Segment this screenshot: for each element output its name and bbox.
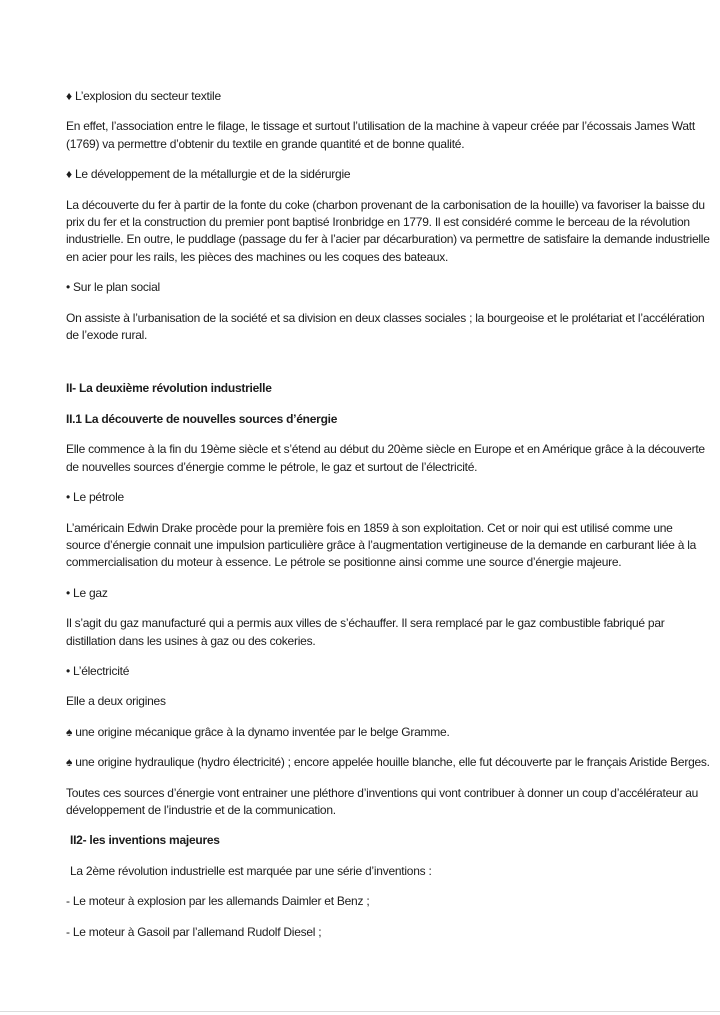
paragraph-textile: En effet, l’association entre le filage, le tissage et surtout l’utilisation de la machine à vapeur créée par l’écossais James Watt (1769) va permettre d’obtenir du textile en grande quantité et de bonne qualité. <box>66 119 695 151</box>
bullet-line-origine-mecanique: ♠ une origine mécanique grâce à la dynamo inventée par le belge Gramme. <box>66 724 450 739</box>
bullet-line-metallurgie: ♦ Le développement de la métallurgie et de la sidérurgie <box>66 167 351 182</box>
document-page <box>66 88 710 954</box>
bullet-line-origine-hydraulique: ♠ une origine hydraulique (hydro électricité) ; encore appelée houille blanche, elle fut découverte par le français Aristide Berges. <box>66 755 710 770</box>
paragraph-deux-origines: Elle a deux origines <box>66 694 166 709</box>
list-item-moteur-explosion: - Le moteur à explosion par les allemands Daimler et Benz ; <box>66 894 370 909</box>
paragraph-19eme-siecle: Elle commence à la fin du 19ème siècle et s’étend au début du 20ème siècle en Europe et en Amérique grâce à la découverte de nouvelles sources d’énergie comme le pétrole, le gaz et surtout de l’électricité. <box>66 442 705 474</box>
list-item-moteur-gasoil: - Le moteur à Gasoil par l’allemand Rudolf Diesel ; <box>66 924 322 939</box>
bullet-line-gaz: • Le gaz <box>66 585 108 600</box>
page-bottom-edge <box>0 1011 720 1012</box>
bullet-line-petrole: • Le pétrole <box>66 490 124 505</box>
bullet-line-electricite: • L’électricité <box>66 663 130 678</box>
paragraph-fer-coke: La découverte du fer à partir de la fonte du coke (charbon provenant de la carbonisation de la houille) va favoriser la baisse du prix du fer et la construction du premier pont baptisé Ironbridge en 1779. Il est considéré comme le berceau de la révolution industrielle. En outre, le puddlage (passage du fer à l’acier par décarburation) va permettre de satisfaire la demande industrielle en acier pour les rails, les pièces des machines ou les coques des bateaux. <box>66 197 710 264</box>
paragraph-gaz-manufacture: Il s’agit du gaz manufacturé qui a permis aux villes de s’échauffer. Il sera remplacé par le gaz combustible fabriqué par distillation dans les usines à gaz ou des cokeries. <box>66 616 665 648</box>
paragraph-urbanisation: On assiste à l’urbanisation de la société et sa division en deux classes sociales ; la bourgeoise et le prolétariat et l’accélération de l’exode rural. <box>66 310 705 343</box>
section-heading-deuxieme-revolution: II- La deuxième révolution industrielle <box>66 381 272 396</box>
bullet-line-textile: ♦ L’explosion du secteur textile <box>66 89 221 103</box>
bullet-line-plan-social: • Sur le plan social <box>66 280 160 295</box>
paragraph-edwin-drake: L’américain Edwin Drake procède pour la première fois en 1859 à son exploitation. Cet or noir qui est utilisé comme une source d’énergie connait une impulsion particulière grâce à l’augmentation vertigineuse de la demande en carburant liée à la commercialisation du moteur à essence. Le pétrole se positionne ainsi comme une source d’énergie majeure. <box>66 520 697 570</box>
section-heading-inventions-majeures: II2- les inventions majeures <box>70 833 220 848</box>
paragraph-plethore-inventions: Toutes ces sources d’énergie vont entrainer une pléthore d’inventions qui vont contribuer à donner un coup d’accélérateur au développement de l’industrie et de la communication. <box>66 785 699 817</box>
paragraph-serie-inventions: La 2ème révolution industrielle est marquée par une série d’inventions : <box>70 863 432 878</box>
section-heading-sources-energie: II.1 La découverte de nouvelles sources d’énergie <box>66 411 338 426</box>
